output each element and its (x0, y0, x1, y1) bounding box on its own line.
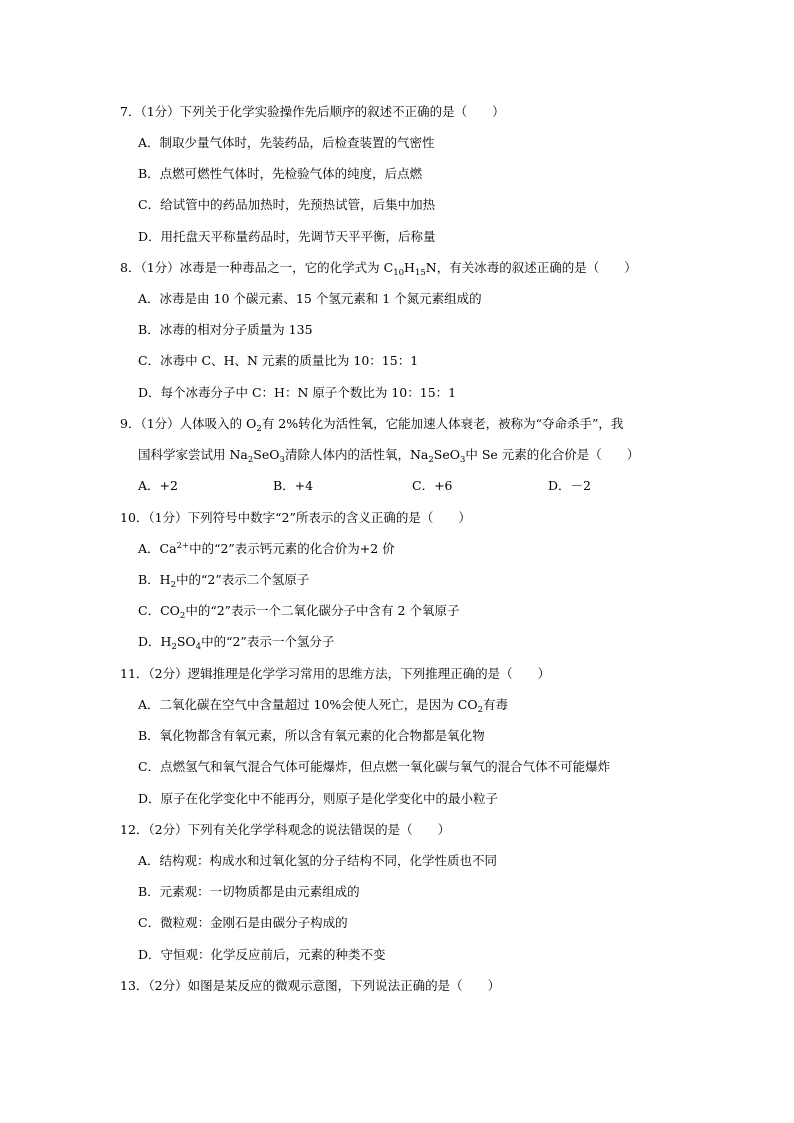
question-9-option-b: B．+4 (273, 478, 314, 493)
question-9-option-c: C．+6 (412, 478, 453, 493)
question-7-option-a: A．制取少量气体时，先装药品，后检查装置的气密性 (138, 135, 435, 150)
question-13-stem: 13．（2分）如图是某反应的微观示意图，下列说法正确的是（ ） (120, 978, 501, 993)
question-10-option-c: C．$CO_2$中的“2”表示一个二氧化碳分子中含有 2 个氧原子 (138, 603, 460, 621)
question-9-option-d: D．－2 (548, 478, 591, 493)
question-11-stem: 11．（2分）逻辑推理是化学学习常用的思维方法，下列推理正确的是（ ） (120, 666, 551, 681)
question-11-option-b: B．氧化物都含有氧元素，所以含有氧元素的化合物都是氧化物 (138, 728, 485, 743)
question-8-option-d: D．每个冰毒分子中 C：H：N 原子个数比为 10：15：1 (138, 385, 457, 400)
question-7-option-b: B．点燃可燃性气体时，先检验气体的纯度，后点燃 (138, 166, 423, 181)
question-10-option-d: D．$H_2SO_4$中的“2”表示一个氢分子 (138, 634, 335, 652)
question-9-stem-line-2: 国科学家尝试用 $Na_2SeO_3$清除人体内的活性氧，$Na_2SeO_3$中 Se 元素的化合价是（ ） (138, 447, 640, 465)
question-10-option-b: B．$H_2$中的“2”表示二个氢原子 (138, 572, 310, 590)
question-8-stem: 8．（1分）冰毒是一种毒品之一，它的化学式为 $C_{10}H_{15}N$，有关冰毒的叙述正确的是（ ） (120, 260, 637, 278)
question-9-options-row (138, 478, 598, 496)
question-8-option-a: A．冰毒是由 10 个碳元素、15 个氢元素和 1 个氮元素组成的 (138, 291, 482, 306)
question-12-option-d: D．守恒观：化学反应前后，元素的种类不变 (138, 947, 386, 962)
question-9-option-a: A．+2 (138, 478, 178, 493)
question-12-option-c: C．微粒观：金刚石是由碳分子构成的 (138, 915, 348, 930)
question-10-stem: 10．（1分）下列符号中数字“2”所表示的含义正确的是（ ） (120, 510, 471, 525)
question-12-option-a: A．结构观：构成水和过氧化氢的分子结构不同，化学性质也不同 (138, 853, 498, 868)
question-9-stem: 9．（1分）人体吸入的 $O_2$有 2%转化为活性氧，它能加速人体衰老，被称为“夺命杀手”，我 (120, 416, 624, 434)
question-12-stem: 12．（2分）下列有关化学学科观念的说法错误的是（ ） (120, 822, 451, 837)
question-11-option-a: A．二氧化碳在空气中含量超过 10%会使人死亡，是因为 $CO_2$有毒 (138, 697, 509, 715)
question-11-option-c: C．点燃氢气和氧气混合气体可能爆炸，但点燃一氧化碳与氧气的混合气体不可能爆炸 (138, 759, 611, 774)
question-8-option-b: B．冰毒的相对分子质量为 135 (138, 322, 313, 337)
question-7-stem: 7．（1分）下列关于化学实验操作先后顺序的叙述不正确的是（ ） (120, 104, 505, 119)
question-8-option-c: C．冰毒中 C、H、N 元素的质量比为 10：15：1 (138, 353, 419, 368)
question-7-option-d: D．用托盘天平称量药品时，先调节天平平衡，后称量 (138, 229, 436, 244)
question-11-option-d: D．原子在化学变化中不能再分，则原子是化学变化中的最小粒子 (138, 791, 499, 806)
question-7-option-c: C．给试管中的药品加热时，先预热试管，后集中加热 (138, 197, 436, 212)
question-10-option-a: A．$Ca^{2+}$中的“2”表示钙元素的化合价为+2 价 (138, 541, 395, 556)
question-12-option-b: B．元素观：一切物质都是由元素组成的 (138, 884, 360, 899)
